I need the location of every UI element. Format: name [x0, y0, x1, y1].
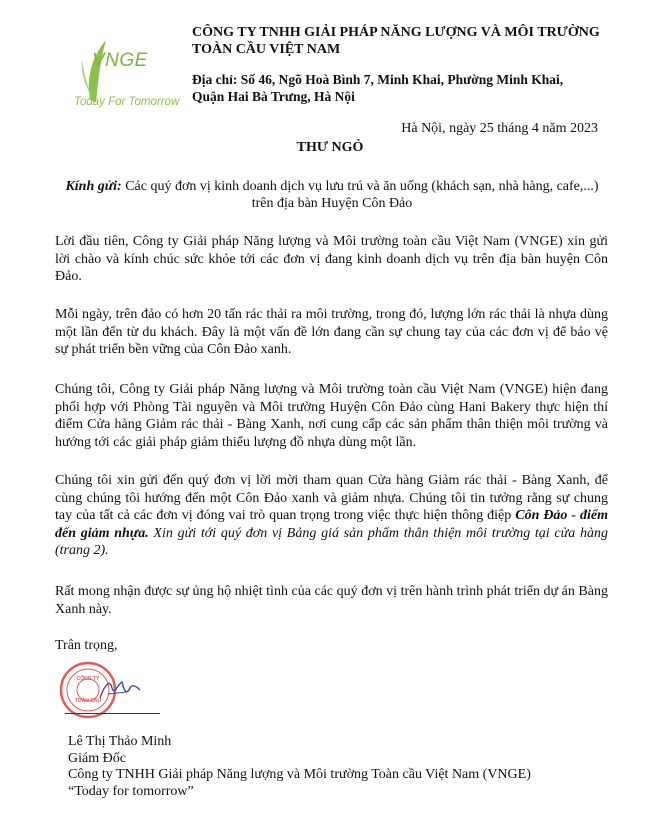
signer-position: Giám Đốc — [68, 750, 126, 766]
signer-block — [68, 734, 531, 800]
paragraph: Rất mong nhận được sự ủng hộ nhiệt tình của các quý đơn vị trên hành trình phát triển dự án Bàng Xanh này. — [55, 584, 608, 617]
recipient — [62, 178, 602, 212]
recipient-line: trên địa bàn Huyện Côn Đảo — [251, 196, 413, 211]
signature-line — [65, 713, 160, 714]
paragraph: Lời đầu tiên, Công ty Giải pháp Năng lượng và Môi trường toàn cầu Việt Nam (VNGE) xin gửi lời chào và kính chúc sức khỏe tới các đơn vị đang kinh doanh dịch vụ trên địa bàn huyện Côn Đảo. — [55, 234, 608, 284]
letter-title: THƯ NGỎ — [296, 140, 364, 155]
svg-text:CÔNG TY: CÔNG TY — [76, 676, 100, 682]
paragraph: Mỗi ngày, trên đảo có hơn 20 tấn rác thải ra môi trường, trong đó, lượng lớn rác thải là nhựa dùng một lần đến từ du khách. Đây là một vấn đề lớn đang cần sự chung tay của các đơn vị để bảo vệ sự phát triển bền vững của Côn Đảo xanh. — [55, 307, 608, 357]
signer-slogan: “Today for tomorrow” — [68, 783, 194, 799]
company-address: Địa chỉ: Số 46, Ngõ Hoà Bình 7, Minh Khai, Phường Minh Khai, Quận Hai Bà Trưng, Hà Nội — [192, 72, 564, 104]
company-name: CÔNG TY TNHH GIẢI PHÁP NĂNG LƯỢNG VÀ MÔI TRƯỜNG TOÀN CẦU VIỆT NAM — [192, 25, 600, 57]
letter-date: Hà Nội, ngày 25 tháng 4 năm 2023 — [401, 121, 598, 136]
signature-icon — [96, 676, 144, 704]
recipient-line: Các quý đơn vị kinh doanh dịch vụ lưu trú và ăn uống (khách sạn, nhà hàng, cafe,...) — [125, 179, 599, 194]
svg-text:TOÀN CẦU: TOÀN CẦU — [74, 698, 102, 704]
signer-name: Lê Thị Thảo Minh — [68, 734, 172, 749]
signer-company: Công ty TNHH Giải pháp Năng lượng và Môi trường Toàn cầu Việt Nam (VNGE) — [68, 767, 531, 782]
logo-brand: VNGE — [92, 50, 148, 71]
paragraph: Chúng tôi, Công ty Giải pháp Năng lượng và Môi trường toàn cầu Việt Nam (VNGE) hiện đang phối hợp với Phòng Tài nguyên và Môi trường Huyện Côn Đảo cùng Hani Bakery thực hiện thí điểm Cửa hàng Giảm rác thải - Bàng Xanh, nơi cung cấp các sản phẩm thân thiện môi trường và hướng tới các giải pháp giảm thiểu lượng đồ nhựa dùng một lần. — [55, 382, 608, 450]
closing: Trân trọng, — [55, 638, 118, 653]
emphasis-slogan: Côn Đảo - điểm đến giảm nhựa. — [55, 508, 609, 541]
logo-tagline: Today For Tomorrow — [74, 96, 180, 108]
recipient-label: Kính gửi: — [65, 179, 122, 194]
paragraph: Chúng tôi xin gửi đến quý đơn vị lời mời tham quan Cửa hàng Giảm rác thải - Bàng Xanh, để cùng chúng tôi hướng đến một Côn Đảo xanh và giảm nhựa. Chúng tôi tin tưởng rằng sự chung tay của tất cả các đơn vị đóng vai trò quan trọng trong việc thực hiện thông điệp Côn Đảo - điểm đến giảm nhựa. Xin gửi tới quý đơn vị Bảng giá sản phẩm thân thiện môi trường tại cửa hàng (trang 2). — [55, 473, 609, 558]
